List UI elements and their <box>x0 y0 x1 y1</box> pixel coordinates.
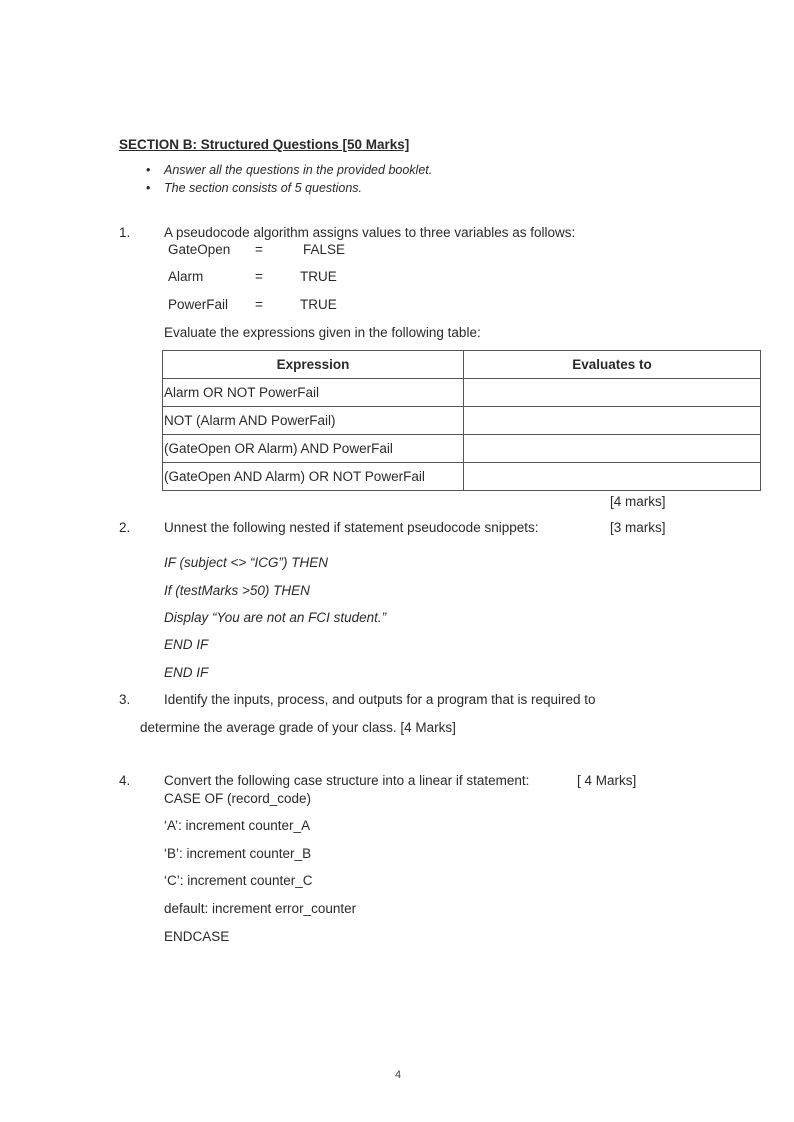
instruction-bullet <box>146 163 432 177</box>
expression-cell: NOT (Alarm AND PowerFail) <box>163 407 464 435</box>
bullet-icon: • <box>146 181 151 195</box>
answer-cell[interactable] <box>464 463 761 491</box>
instruction-text: Answer all the questions in the provided booklet. <box>164 163 433 177</box>
code-line: IF (subject <> “ICG”) THEN <box>164 555 329 570</box>
question-3-line1: Identify the inputs, process, and outputs for a program that is required to <box>164 692 596 707</box>
assignment-row <box>168 269 203 284</box>
expression-cell: (GateOpen OR Alarm) AND PowerFail <box>163 435 464 463</box>
variable-name: PowerFail <box>168 297 229 312</box>
table-header-row <box>163 351 761 379</box>
case-line: ENDCASE <box>164 929 230 944</box>
case-line: ‘B’: increment counter_B <box>164 846 312 861</box>
assignment-op: = <box>255 297 263 312</box>
instruction-bullet <box>146 181 362 195</box>
assignment-row <box>168 297 228 312</box>
question-4-marks: [ 4 Marks] <box>577 773 637 788</box>
question-1-number: 1. <box>119 225 131 240</box>
case-line: CASE OF (record_code) <box>164 791 312 806</box>
section-title: SECTION B: Structured Questions [50 Marks] <box>119 137 410 152</box>
header-expression: Expression <box>163 351 464 379</box>
bullet-icon: • <box>146 163 151 177</box>
question-3-number: 3. <box>119 692 131 707</box>
question-2-text: Unnest the following nested if statement pseudocode snippets: <box>164 520 539 535</box>
assignment-value: FALSE <box>303 242 346 257</box>
question-4-number: 4. <box>119 773 131 788</box>
answer-cell[interactable] <box>464 435 761 463</box>
assignment-value: TRUE <box>300 269 337 284</box>
expression-cell: Alarm OR NOT PowerFail <box>163 379 464 407</box>
code-line: Display “You are not an FCI student.” <box>164 610 387 625</box>
case-line: ‘C’: increment counter_C <box>164 873 313 888</box>
answer-cell[interactable] <box>464 379 761 407</box>
question-2-number: 2. <box>119 520 131 535</box>
assignment-op: = <box>255 242 263 257</box>
expression-cell: (GateOpen AND Alarm) OR NOT PowerFail <box>163 463 464 491</box>
header-evaluates-to: Evaluates to <box>464 351 761 379</box>
question-3-line2: determine the average grade of your class. [4 Marks] <box>140 720 456 735</box>
assignment-op: = <box>255 269 263 284</box>
question-4-text: Convert the following case structure into a linear if statement: <box>164 773 530 788</box>
variable-name: Alarm <box>168 269 204 284</box>
answer-cell[interactable] <box>464 407 761 435</box>
question-1-instruction: Evaluate the expressions given in the following table: <box>164 325 481 340</box>
case-line: ‘A’: increment counter_A <box>164 818 311 833</box>
assignment-value: TRUE <box>300 297 337 312</box>
expression-table <box>162 350 761 491</box>
instruction-text: The section consists of 5 questions. <box>164 181 363 195</box>
code-line: END IF <box>164 665 209 680</box>
question-2-marks: [3 marks] <box>610 520 666 535</box>
table-row <box>163 435 761 463</box>
question-1-marks: [4 marks] <box>610 494 666 509</box>
case-line: default: increment error_counter <box>164 901 357 916</box>
code-line: END IF <box>164 637 209 652</box>
table-row <box>163 463 761 491</box>
question-1-intro: A pseudocode algorithm assigns values to three variables as follows: <box>164 225 576 240</box>
table-row <box>163 407 761 435</box>
page-number: 4 <box>395 1069 402 1081</box>
variable-name: GateOpen <box>168 242 231 257</box>
code-line: If (testMarks >50) THEN <box>164 583 310 598</box>
assignment-row <box>168 242 230 257</box>
table-row <box>163 379 761 407</box>
